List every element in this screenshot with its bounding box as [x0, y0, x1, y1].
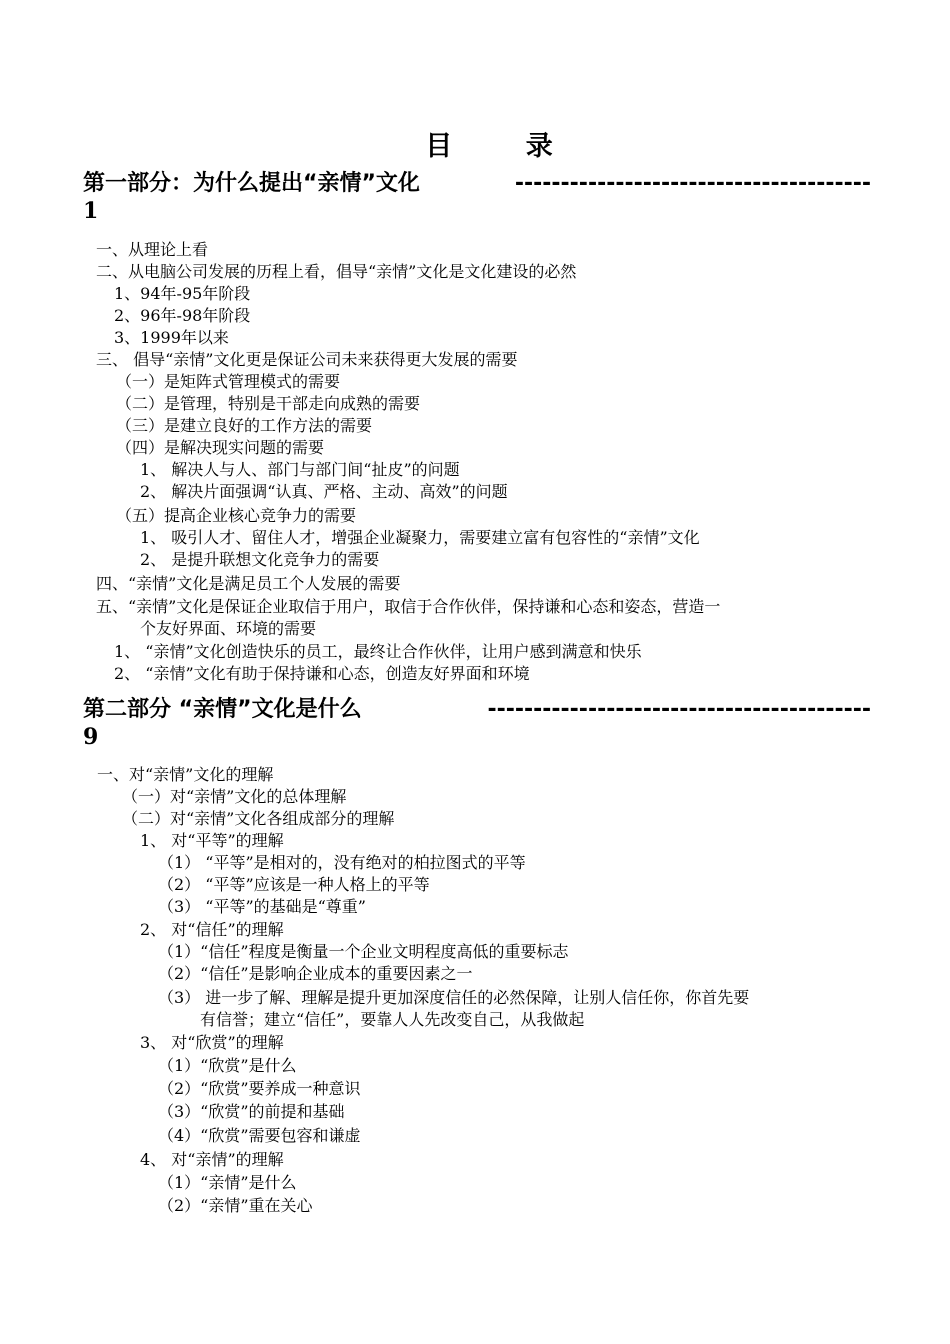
toc-entry: （3）“欣赏”的前提和基础: [158, 1102, 345, 1121]
toc-entry: （二）是管理，特别是干部走向成熟的需要: [116, 394, 421, 413]
toc-entry: 3、 对“欣赏”的理解: [140, 1033, 284, 1052]
toc-entry: （三）是建立良好的工作方法的需要: [116, 416, 373, 435]
toc-entry: 三、 倡导“亲情”文化更是保证公司未来获得更大发展的需要: [96, 350, 518, 369]
part1-heading: [83, 170, 871, 224]
toc-entry: 2、 对“信任”的理解: [140, 920, 284, 939]
toc-entry: 1、94年-95年阶段: [114, 284, 251, 303]
toc-entry: （2）“欣赏”要养成一种意识: [158, 1079, 361, 1098]
toc-entry: 一、从理论上看: [96, 240, 209, 259]
toc-entry: 1、 解决人与人、部门与部门间“扯皮”的问题: [140, 460, 460, 479]
toc-entry: 1、 “亲情”文化创造快乐的员工，最终让合作伙伴，让用户感到满意和快乐: [114, 642, 642, 661]
toc-entry: 一、对“亲情”文化的理解: [97, 765, 274, 784]
toc-entry: （2） “平等”应该是一种人格上的平等: [158, 875, 430, 894]
toc-entry: （2）“信任”是影响企业成本的重要因素之一: [158, 964, 473, 983]
part2-page-number: 9: [83, 724, 99, 750]
toc-entry: 五、“亲情”文化是保证企业取信于用户，取信于合作伙伴，保持谦和心态和姿态，营造一: [96, 597, 721, 616]
toc-entry: （1）“信任”程度是衡量一个企业文明程度高低的重要标志: [158, 942, 569, 961]
toc-entry: 1、 吸引人才、留住人才，增强企业凝聚力，需要建立富有包容性的“亲情”文化: [140, 528, 700, 547]
toc-entry: （1）“欣赏”是什么: [158, 1056, 297, 1075]
toc-entry: 有信誉；建立“信任”，要靠人人先改变自己，从我做起: [200, 1010, 585, 1029]
toc-entry: （4）“欣赏”需要包容和谦虚: [158, 1126, 361, 1145]
part1-leader: ---------------------------------------: [514, 171, 871, 196]
part1-page-number: 1: [83, 198, 99, 224]
part2-heading-text: 第二部分 “亲情”文化是什么: [83, 697, 362, 722]
toc-entry: 个友好界面、环境的需要: [140, 619, 317, 638]
toc-entry: （1） “平等”是相对的，没有绝对的柏拉图式的平等: [158, 853, 526, 872]
toc-entry: （1）“亲情”是什么: [158, 1173, 297, 1192]
toc-entry: 4、 对“亲情”的理解: [140, 1150, 284, 1169]
toc-entry: 四、“亲情”文化是满足员工个人发展的需要: [96, 574, 401, 593]
toc-entry: （3） “平等”的基础是“尊重”: [158, 897, 366, 916]
toc-entry: （3） 进一步了解、理解是提升更加深度信任的必然保障，让别人信任你，你首先要: [158, 988, 750, 1007]
toc-entry: （一）对“亲情”文化的总体理解: [122, 787, 347, 806]
part1-heading-text: 第一部分：为什么提出“亲情”文化: [83, 171, 420, 196]
toc-entry: （二）对“亲情”文化各组成部分的理解: [122, 809, 395, 828]
toc-entry: 2、 是提升联想文化竞争力的需要: [140, 550, 380, 569]
toc-entry: 2、 解决片面强调“认真、严格、主动、高效”的问题: [140, 482, 508, 501]
toc-entry: （五）提高企业核心竞争力的需要: [116, 506, 357, 525]
toc-entry: 3、1999年以来: [114, 328, 229, 347]
toc-entry: 2、96年-98年阶段: [114, 306, 251, 325]
toc-entry: 1、 对“平等”的理解: [140, 831, 284, 850]
toc-title: 目 录: [425, 131, 585, 162]
toc-entry: （一）是矩阵式管理模式的需要: [116, 372, 341, 391]
toc-entry: （四）是解决现实问题的需要: [116, 438, 325, 457]
toc-entry: （2）“亲情”重在关心: [158, 1196, 313, 1215]
toc-entry: 二、从电脑公司发展的历程上看，倡导“亲情”文化是文化建设的必然: [96, 262, 577, 281]
toc-entry: 2、 “亲情”文化有助于保持谦和心态，创造友好界面和环境: [114, 664, 530, 683]
part2-heading: [83, 696, 871, 750]
part2-leader: ------------------------------------------: [487, 697, 871, 722]
